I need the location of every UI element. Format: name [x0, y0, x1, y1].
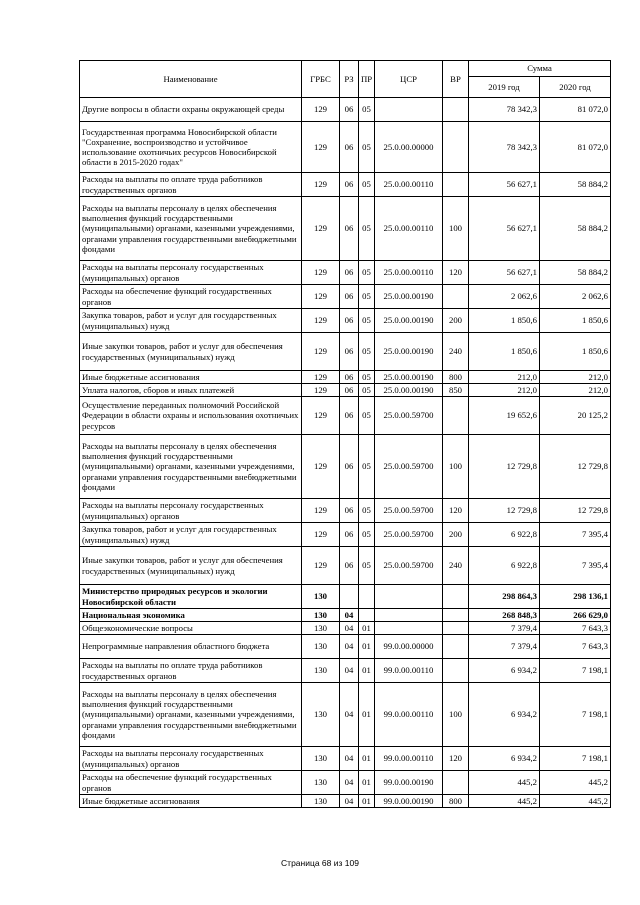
cell-vr — [443, 122, 469, 173]
cell-rz: 04 — [340, 622, 359, 635]
cell-sum-2019: 78 342,3 — [469, 98, 540, 122]
page-footer: Страница 68 из 109 — [281, 858, 359, 868]
cell-csr: 99.0.00.00190 — [375, 795, 443, 808]
cell-rz: 06 — [340, 285, 359, 309]
table-row — [80, 795, 611, 808]
cell-grbs: 129 — [302, 333, 340, 371]
cell-grbs: 129 — [302, 173, 340, 197]
cell-grbs: 129 — [302, 371, 340, 384]
cell-csr — [375, 585, 443, 609]
header-rz: РЗ — [340, 61, 359, 98]
cell-csr: 25.0.00.00110 — [375, 197, 443, 261]
cell-sum-2019: 56 627,1 — [469, 261, 540, 285]
table-row — [80, 609, 611, 622]
cell-pr: 05 — [359, 499, 375, 523]
cell-csr: 25.0.00.00190 — [375, 371, 443, 384]
cell-pr: 01 — [359, 659, 375, 683]
cell-name: Иные бюджетные ассигнования — [80, 371, 302, 384]
cell-pr: 05 — [359, 98, 375, 122]
cell-sum-2020: 1 850,6 — [540, 333, 611, 371]
cell-name: Иные бюджетные ассигнования — [80, 795, 302, 808]
cell-csr: 25.0.00.00190 — [375, 309, 443, 333]
header-sum: Сумма — [469, 61, 611, 77]
table-row — [80, 771, 611, 795]
cell-pr: 01 — [359, 747, 375, 771]
cell-grbs: 129 — [302, 285, 340, 309]
cell-csr — [375, 98, 443, 122]
cell-vr: 240 — [443, 333, 469, 371]
cell-sum-2019: 445,2 — [469, 795, 540, 808]
cell-vr — [443, 285, 469, 309]
cell-sum-2020: 7 395,4 — [540, 547, 611, 585]
cell-pr: 05 — [359, 371, 375, 384]
cell-csr: 99.0.00.00110 — [375, 659, 443, 683]
cell-csr: 25.0.00.59700 — [375, 397, 443, 435]
cell-pr: 01 — [359, 795, 375, 808]
cell-sum-2019: 6 934,2 — [469, 659, 540, 683]
cell-csr: 25.0.00.59700 — [375, 499, 443, 523]
cell-rz: 06 — [340, 523, 359, 547]
cell-pr — [359, 609, 375, 622]
table-row — [80, 173, 611, 197]
cell-pr: 05 — [359, 285, 375, 309]
cell-name: Расходы на выплаты персоналу государственных (муниципальных) органов — [80, 261, 302, 285]
table-row — [80, 659, 611, 683]
cell-csr: 99.0.00.00190 — [375, 771, 443, 795]
cell-grbs: 130 — [302, 609, 340, 622]
cell-grbs: 129 — [302, 309, 340, 333]
cell-rz: 06 — [340, 197, 359, 261]
cell-sum-2019: 56 627,1 — [469, 173, 540, 197]
cell-grbs: 130 — [302, 747, 340, 771]
cell-name: Другие вопросы в области охраны окружающей среды — [80, 98, 302, 122]
cell-name: Расходы на выплаты персоналу в целях обеспечения выполнения функций государственными (муниципальными) органами, казенными учреждениями, органами управления государственными внебюджетными фондами — [80, 683, 302, 747]
cell-sum-2020: 298 136,1 — [540, 585, 611, 609]
cell-rz: 04 — [340, 683, 359, 747]
cell-rz: 06 — [340, 98, 359, 122]
cell-csr: 25.0.00.59700 — [375, 523, 443, 547]
cell-rz: 04 — [340, 771, 359, 795]
cell-sum-2020: 212,0 — [540, 384, 611, 397]
table-row — [80, 122, 611, 173]
cell-sum-2019: 212,0 — [469, 371, 540, 384]
cell-name: Расходы на выплаты персоналу в целях обеспечения выполнения функций государственными (муниципальными) органами, казенными учреждениями, органами управления государственными внебюджетными фондами — [80, 435, 302, 499]
table-row — [80, 683, 611, 747]
table-row — [80, 371, 611, 384]
cell-name: Общеэкономические вопросы — [80, 622, 302, 635]
cell-pr: 05 — [359, 547, 375, 585]
cell-name: Иные закупки товаров, работ и услуг для обеспечения государственных (муниципальных) нужд — [80, 333, 302, 371]
cell-rz: 06 — [340, 499, 359, 523]
cell-vr: 240 — [443, 547, 469, 585]
cell-csr: 25.0.00.59700 — [375, 435, 443, 499]
table-row — [80, 397, 611, 435]
budget-table — [79, 60, 611, 808]
cell-vr — [443, 622, 469, 635]
cell-sum-2019: 7 379,4 — [469, 635, 540, 659]
cell-sum-2020: 266 629,0 — [540, 609, 611, 622]
header-vr: ВР — [443, 61, 469, 98]
cell-vr: 100 — [443, 197, 469, 261]
cell-rz: 06 — [340, 397, 359, 435]
cell-rz: 06 — [340, 384, 359, 397]
cell-csr: 99.0.00.00110 — [375, 747, 443, 771]
cell-sum-2019: 1 850,6 — [469, 333, 540, 371]
cell-sum-2020: 12 729,8 — [540, 435, 611, 499]
cell-csr: 99.0.00.00110 — [375, 683, 443, 747]
cell-csr: 25.0.00.00190 — [375, 333, 443, 371]
cell-pr — [359, 585, 375, 609]
cell-sum-2020: 7 643,3 — [540, 622, 611, 635]
cell-grbs: 129 — [302, 98, 340, 122]
cell-rz: 06 — [340, 371, 359, 384]
cell-pr: 05 — [359, 173, 375, 197]
cell-sum-2019: 268 848,3 — [469, 609, 540, 622]
cell-grbs: 129 — [302, 523, 340, 547]
cell-grbs: 129 — [302, 197, 340, 261]
cell-name: Расходы на выплаты персоналу в целях обеспечения выполнения функций государственными (муниципальными) органами, казенными учреждениями, органами управления государственными внебюджетными фондами — [80, 197, 302, 261]
cell-csr — [375, 609, 443, 622]
cell-name: Расходы на выплаты персоналу государственных (муниципальных) органов — [80, 747, 302, 771]
cell-rz: 04 — [340, 659, 359, 683]
cell-sum-2020: 1 850,6 — [540, 309, 611, 333]
cell-name: Иные закупки товаров, работ и услуг для обеспечения государственных (муниципальных) нужд — [80, 547, 302, 585]
table-row — [80, 309, 611, 333]
cell-pr: 01 — [359, 622, 375, 635]
cell-vr — [443, 173, 469, 197]
cell-grbs: 130 — [302, 585, 340, 609]
cell-sum-2020: 7 643,3 — [540, 635, 611, 659]
cell-grbs: 129 — [302, 435, 340, 499]
cell-vr: 100 — [443, 683, 469, 747]
cell-sum-2020: 2 062,6 — [540, 285, 611, 309]
cell-sum-2020: 7 198,1 — [540, 659, 611, 683]
cell-sum-2019: 6 934,2 — [469, 683, 540, 747]
cell-csr: 25.0.00.00110 — [375, 261, 443, 285]
cell-sum-2020: 7 198,1 — [540, 683, 611, 747]
cell-sum-2019: 1 850,6 — [469, 309, 540, 333]
cell-sum-2019: 2 062,6 — [469, 285, 540, 309]
cell-vr: 120 — [443, 747, 469, 771]
cell-sum-2020: 58 884,2 — [540, 173, 611, 197]
cell-rz: 06 — [340, 309, 359, 333]
cell-rz: 06 — [340, 173, 359, 197]
cell-vr: 120 — [443, 499, 469, 523]
cell-pr: 05 — [359, 309, 375, 333]
cell-grbs: 129 — [302, 261, 340, 285]
cell-pr: 05 — [359, 397, 375, 435]
cell-grbs: 130 — [302, 795, 340, 808]
cell-name: Национальная экономика — [80, 609, 302, 622]
header-year-2020: 2020 год — [540, 77, 611, 98]
table-row — [80, 285, 611, 309]
cell-pr: 05 — [359, 435, 375, 499]
cell-grbs: 130 — [302, 635, 340, 659]
table-row — [80, 499, 611, 523]
table-row — [80, 523, 611, 547]
table-row — [80, 747, 611, 771]
cell-vr — [443, 397, 469, 435]
cell-name: Государственная программа Новосибирской области "Сохранение, воспроизводство и устойчивое использование охотничьих ресурсов Новосибирской области в 2015-2020 годах" — [80, 122, 302, 173]
cell-grbs: 130 — [302, 683, 340, 747]
cell-rz: 04 — [340, 747, 359, 771]
table-row — [80, 622, 611, 635]
cell-sum-2020: 445,2 — [540, 795, 611, 808]
cell-sum-2019: 6 922,8 — [469, 547, 540, 585]
cell-sum-2019: 12 729,8 — [469, 435, 540, 499]
cell-sum-2020: 81 072,0 — [540, 98, 611, 122]
cell-vr — [443, 659, 469, 683]
cell-name: Расходы на обеспечение функций государственных органов — [80, 285, 302, 309]
cell-pr: 05 — [359, 333, 375, 371]
cell-sum-2020: 7 198,1 — [540, 747, 611, 771]
cell-name: Уплата налогов, сборов и иных платежей — [80, 384, 302, 397]
cell-sum-2019: 19 652,6 — [469, 397, 540, 435]
table-row — [80, 261, 611, 285]
cell-grbs: 130 — [302, 622, 340, 635]
header-name: Наименование — [80, 61, 302, 98]
cell-csr: 25.0.00.59700 — [375, 547, 443, 585]
table-body — [80, 98, 611, 808]
table-row — [80, 333, 611, 371]
header-year-2019: 2019 год — [469, 77, 540, 98]
cell-name: Расходы на выплаты персоналу государственных (муниципальных) органов — [80, 499, 302, 523]
cell-vr — [443, 635, 469, 659]
cell-vr — [443, 585, 469, 609]
table-row — [80, 435, 611, 499]
cell-name: Закупка товаров, работ и услуг для государственных (муниципальных) нужд — [80, 309, 302, 333]
cell-sum-2020: 81 072,0 — [540, 122, 611, 173]
cell-rz: 04 — [340, 609, 359, 622]
cell-csr: 25.0.00.00110 — [375, 173, 443, 197]
cell-sum-2020: 58 884,2 — [540, 261, 611, 285]
cell-vr — [443, 771, 469, 795]
cell-sum-2020: 12 729,8 — [540, 499, 611, 523]
cell-vr: 800 — [443, 795, 469, 808]
header-grbs: ГРБС — [302, 61, 340, 98]
cell-pr: 05 — [359, 122, 375, 173]
cell-vr — [443, 98, 469, 122]
cell-pr: 05 — [359, 261, 375, 285]
cell-rz — [340, 585, 359, 609]
cell-sum-2020: 7 395,4 — [540, 523, 611, 547]
cell-grbs: 130 — [302, 771, 340, 795]
cell-sum-2020: 20 125,2 — [540, 397, 611, 435]
cell-csr: 25.0.00.00000 — [375, 122, 443, 173]
cell-sum-2020: 445,2 — [540, 771, 611, 795]
cell-csr: 25.0.00.00190 — [375, 384, 443, 397]
cell-name: Расходы на выплаты по оплате труда работников государственных органов — [80, 659, 302, 683]
cell-vr: 850 — [443, 384, 469, 397]
cell-name: Закупка товаров, работ и услуг для государственных (муниципальных) нужд — [80, 523, 302, 547]
cell-csr: 99.0.00.00000 — [375, 635, 443, 659]
cell-grbs: 129 — [302, 384, 340, 397]
cell-vr: 200 — [443, 309, 469, 333]
cell-name: Осуществление переданных полномочий Российской Федерации в области охраны и использования охотничьих ресурсов — [80, 397, 302, 435]
cell-vr — [443, 609, 469, 622]
cell-name: Расходы на обеспечение функций государственных органов — [80, 771, 302, 795]
cell-sum-2019: 56 627,1 — [469, 197, 540, 261]
cell-pr: 05 — [359, 523, 375, 547]
cell-pr: 01 — [359, 771, 375, 795]
cell-pr: 01 — [359, 635, 375, 659]
cell-sum-2019: 6 922,8 — [469, 523, 540, 547]
cell-pr: 05 — [359, 384, 375, 397]
cell-vr: 200 — [443, 523, 469, 547]
cell-name: Министерство природных ресурсов и экологии Новосибирской области — [80, 585, 302, 609]
table-row — [80, 635, 611, 659]
cell-vr: 120 — [443, 261, 469, 285]
cell-name: Расходы на выплаты по оплате труда работников государственных органов — [80, 173, 302, 197]
table-row — [80, 547, 611, 585]
cell-vr: 800 — [443, 371, 469, 384]
cell-sum-2019: 6 934,2 — [469, 747, 540, 771]
cell-grbs: 129 — [302, 122, 340, 173]
cell-grbs: 130 — [302, 659, 340, 683]
cell-rz: 06 — [340, 261, 359, 285]
cell-rz: 06 — [340, 122, 359, 173]
cell-csr: 25.0.00.00190 — [375, 285, 443, 309]
cell-rz: 06 — [340, 547, 359, 585]
table-row — [80, 585, 611, 609]
table-row — [80, 384, 611, 397]
cell-sum-2019: 445,2 — [469, 771, 540, 795]
header-pr: ПР — [359, 61, 375, 98]
cell-pr: 01 — [359, 683, 375, 747]
table-row — [80, 98, 611, 122]
cell-name: Непрограммные направления областного бюджета — [80, 635, 302, 659]
cell-grbs: 129 — [302, 499, 340, 523]
cell-rz: 04 — [340, 635, 359, 659]
header-csr: ЦСР — [375, 61, 443, 98]
table-row — [80, 197, 611, 261]
cell-rz: 06 — [340, 435, 359, 499]
cell-vr: 100 — [443, 435, 469, 499]
cell-sum-2020: 212,0 — [540, 371, 611, 384]
cell-grbs: 129 — [302, 547, 340, 585]
cell-rz: 06 — [340, 333, 359, 371]
cell-rz: 04 — [340, 795, 359, 808]
cell-csr — [375, 622, 443, 635]
cell-sum-2019: 7 379,4 — [469, 622, 540, 635]
cell-grbs: 129 — [302, 397, 340, 435]
cell-sum-2019: 12 729,8 — [469, 499, 540, 523]
cell-sum-2019: 298 864,3 — [469, 585, 540, 609]
cell-pr: 05 — [359, 197, 375, 261]
cell-sum-2019: 78 342,3 — [469, 122, 540, 173]
cell-sum-2019: 212,0 — [469, 384, 540, 397]
cell-sum-2020: 58 884,2 — [540, 197, 611, 261]
